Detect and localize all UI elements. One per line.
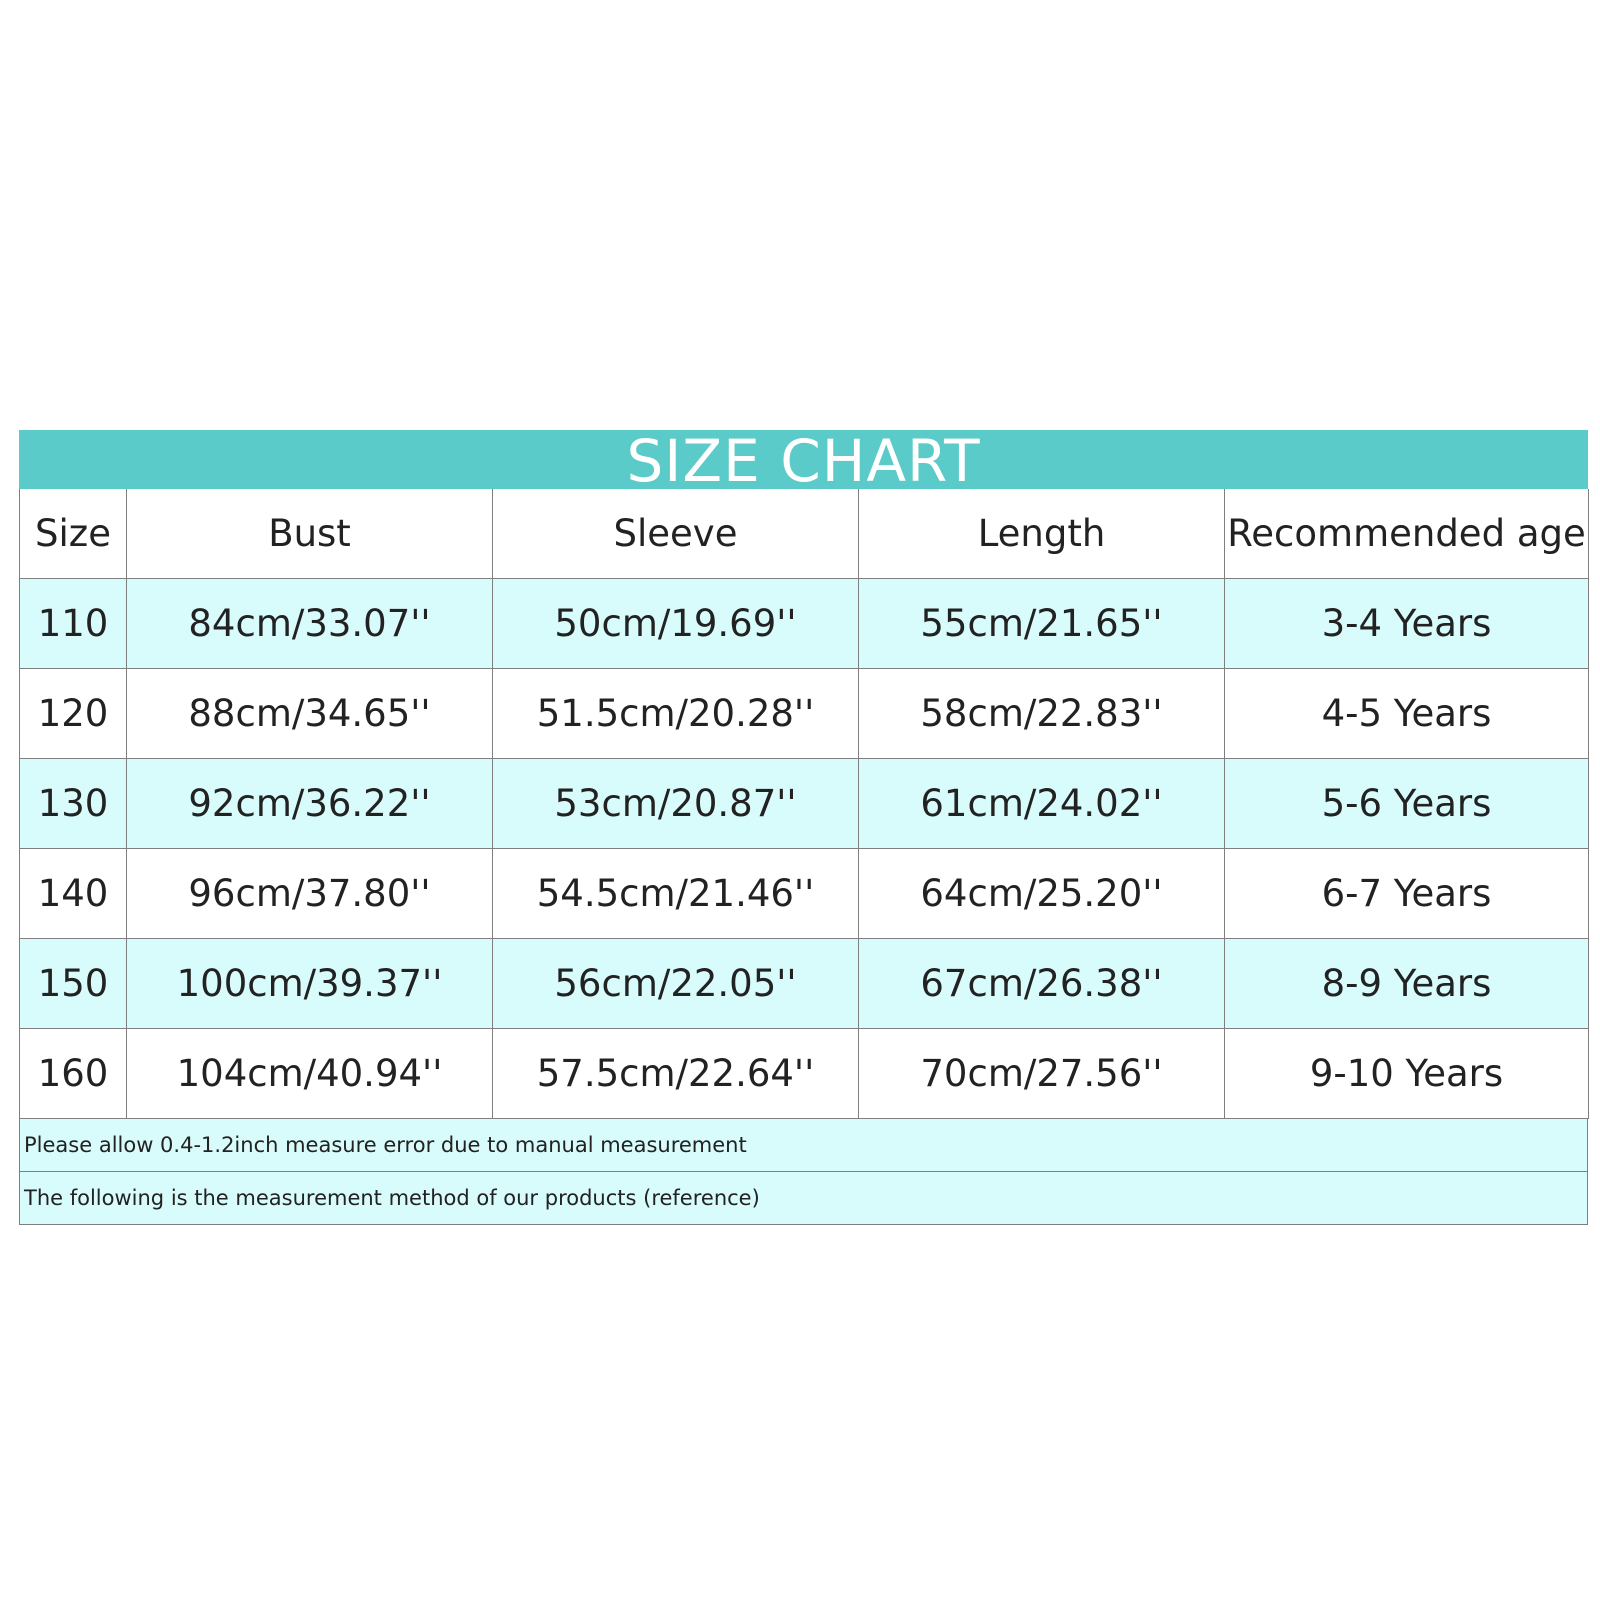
header-size: Size <box>20 489 127 579</box>
size-table <box>19 489 1589 1119</box>
bust-cell: 100cm/39.37'' <box>127 939 493 1029</box>
header-row <box>20 489 1589 579</box>
length-cell: 64cm/25.20'' <box>859 849 1225 939</box>
table-row <box>20 669 1589 759</box>
size-cell: 120 <box>20 669 127 759</box>
sleeve-cell: 50cm/19.69'' <box>493 579 859 669</box>
bust-cell: 104cm/40.94'' <box>127 1029 493 1119</box>
sleeve-cell: 57.5cm/22.64'' <box>493 1029 859 1119</box>
age-cell: 3-4 Years <box>1225 579 1589 669</box>
chart-title: SIZE CHART <box>19 430 1588 489</box>
table-row <box>20 759 1589 849</box>
bust-cell: 88cm/34.65'' <box>127 669 493 759</box>
table-row <box>20 849 1589 939</box>
sleeve-cell: 56cm/22.05'' <box>493 939 859 1029</box>
bust-cell: 96cm/37.80'' <box>127 849 493 939</box>
header-bust: Bust <box>127 489 493 579</box>
size-cell: 150 <box>20 939 127 1029</box>
size-cell: 110 <box>20 579 127 669</box>
sleeve-cell: 54.5cm/21.46'' <box>493 849 859 939</box>
table-row <box>20 1029 1589 1119</box>
sleeve-cell: 53cm/20.87'' <box>493 759 859 849</box>
size-cell: 160 <box>20 1029 127 1119</box>
bust-cell: 92cm/36.22'' <box>127 759 493 849</box>
age-cell: 4-5 Years <box>1225 669 1589 759</box>
length-cell: 61cm/24.02'' <box>859 759 1225 849</box>
header-sleeve: Sleeve <box>493 489 859 579</box>
length-cell: 70cm/27.56'' <box>859 1029 1225 1119</box>
bust-cell: 84cm/33.07'' <box>127 579 493 669</box>
size-cell: 130 <box>20 759 127 849</box>
age-cell: 8-9 Years <box>1225 939 1589 1029</box>
table-row <box>20 579 1589 669</box>
table-row <box>20 939 1589 1029</box>
header-length: Length <box>859 489 1225 579</box>
sleeve-cell: 51.5cm/20.28'' <box>493 669 859 759</box>
measurement-method-note: The following is the measurement method of our products (reference) <box>19 1172 1588 1225</box>
header-recommended-age: Recommended age <box>1225 489 1589 579</box>
size-cell: 140 <box>20 849 127 939</box>
age-cell: 5-6 Years <box>1225 759 1589 849</box>
length-cell: 55cm/21.65'' <box>859 579 1225 669</box>
size-chart <box>19 430 1588 1225</box>
length-cell: 58cm/22.83'' <box>859 669 1225 759</box>
age-cell: 9-10 Years <box>1225 1029 1589 1119</box>
measure-error-note: Please allow 0.4-1.2inch measure error due to manual measurement <box>19 1119 1588 1172</box>
length-cell: 67cm/26.38'' <box>859 939 1225 1029</box>
age-cell: 6-7 Years <box>1225 849 1589 939</box>
